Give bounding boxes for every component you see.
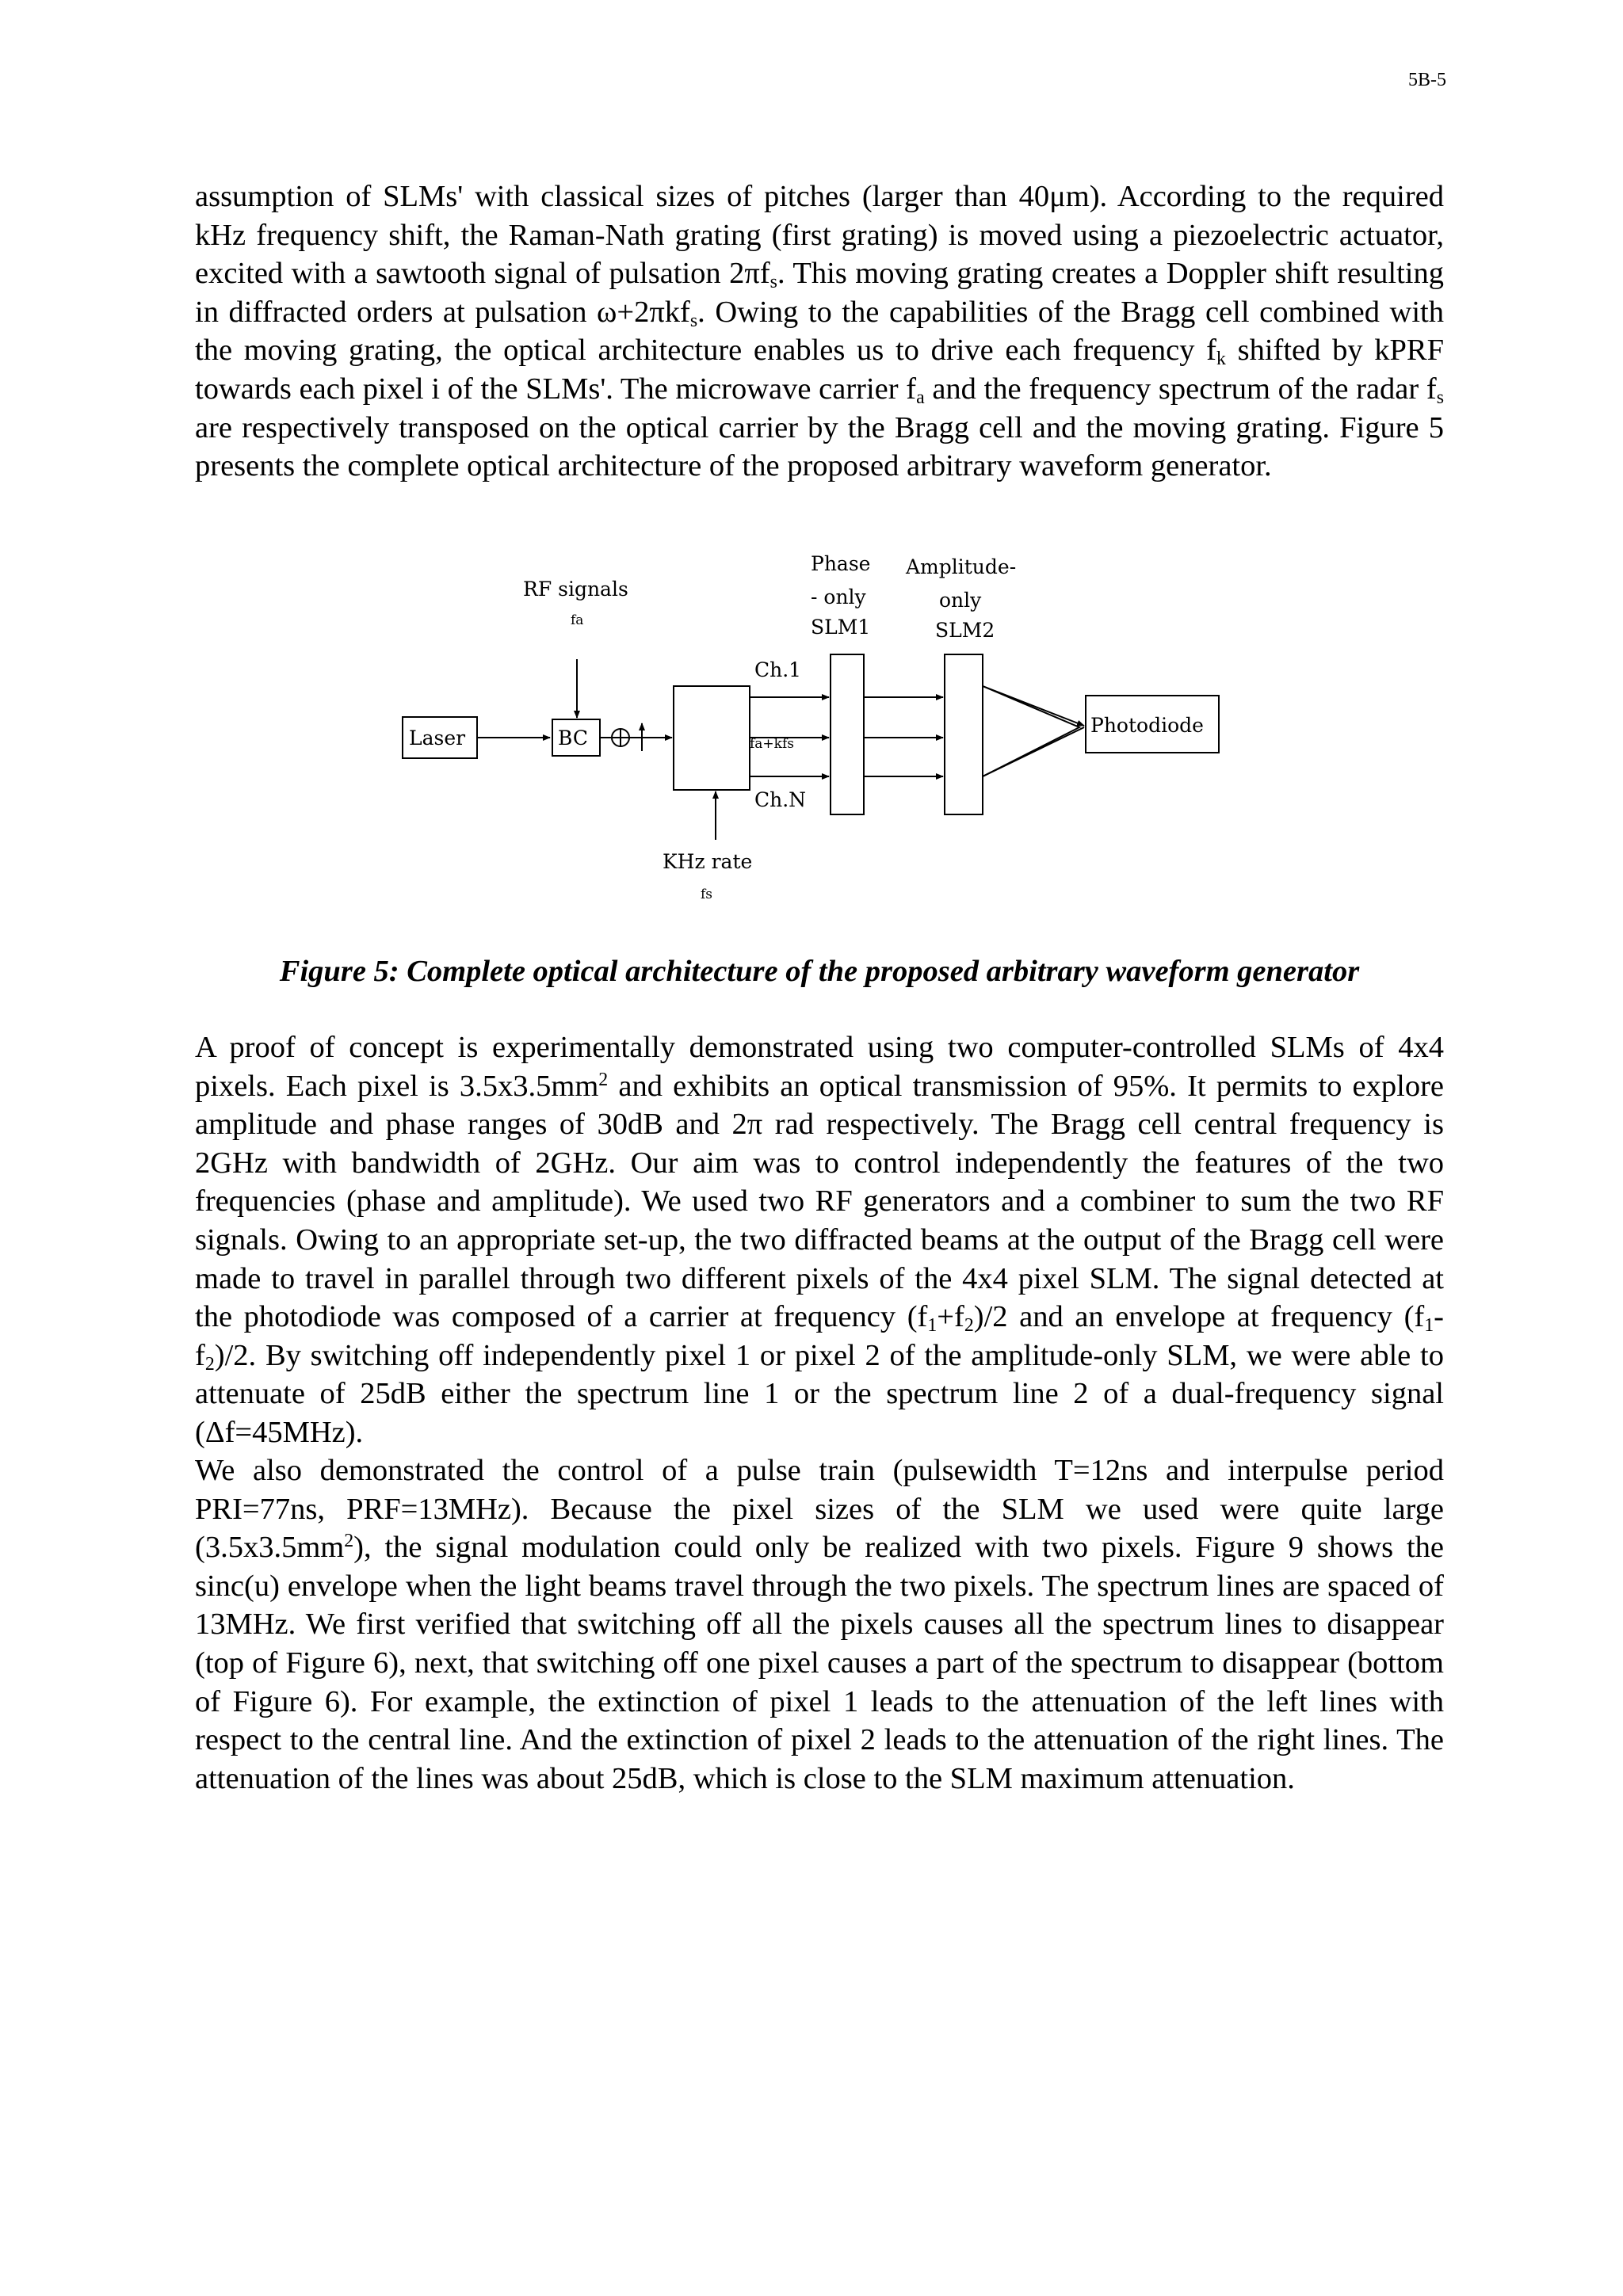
photodiode-label: Photodiode — [1090, 714, 1204, 737]
laser-label: Laser — [409, 727, 466, 749]
channel-1-label: Ch.1 — [754, 658, 802, 681]
slm1-box — [831, 654, 864, 814]
paragraph-proof-of-concept: A proof of concept is experimentally demonstrated using two computer-controlled SLMs of 4x4 pixels. Each pixel is $3.5x3.5mm^2$ and exhibits an optical transmission of 95%. It permits to explore amplitude and phase ranges of 30dB and 2π rad respectively. The Bragg cell central frequency is 2GHz with bandwidth of 2GHz. Our aim was to control independently the features of the two frequencies (phase and amplitude). We used two RF generators and a combiner to sum the two RF signals. Owing to an appropriate set-up, the two diffracted beams at the output of the Bragg cell were made to travel in parallel through two different pixels of the 4x4 pixel SLM. The signal detected at the photodiode was composed of a carrier at frequency $(f_1+f_2)/2$ and an envelope at frequency $(f_1-f_2)/2$. By switching off independently pixel 1 or pixel 2 of the amplitude-only SLM, we were able to attenuate of 25dB either the spectrum line 1 or the spectrum line 2 of a dual-frequency signal (Δf=45MHz). — [195, 1031, 1444, 1449]
khz-rate-sub: fs — [701, 887, 713, 902]
moving-grating-box — [674, 686, 750, 790]
rf-signals-sub: fa — [571, 612, 584, 628]
paragraph-pulse-train: We also demonstrated the control of a pulse train (pulsewidth T=12ns and interpulse period PRI=77ns, PRF=13MHz). Because the pixel sizes of the SLM we used were quite large $(3.5x3.5mm^2)$, the signal modulation could only be realized with two pixels. Figure 9 shows the sinc(u) envelope when the light beams travel through the two pixels. The spectrum lines are spaced of 13MHz. We first verified that switching off all the pixels causes all the spectrum lines to disappear (top of Figure 6), next, that switching off one pixel causes a part of the spectrum to disappear (bottom of Figure 6). For example, the extinction of pixel 1 leads to the attenuation of the left lines with respect to the central line. And the extinction of pixel 2 leads to the attenuation of the right lines. The attenuation of the lines was about 25dB, which is close to the SLM maximum attenuation. — [195, 1454, 1444, 1795]
focus-lower-ray — [983, 727, 1084, 776]
channel-n-label: Ch.N — [754, 788, 807, 811]
frequency-label: fa+kfs — [750, 736, 794, 752]
bc-label: BC — [558, 727, 588, 749]
rf-signals-label: RF signals — [523, 578, 628, 601]
page-number: 5B-5 — [1408, 70, 1446, 90]
figure-caption: Figure 5: Complete optical architecture of the proposed arbitrary waveform generator — [279, 955, 1360, 988]
amp-slm-label-3: SLM2 — [935, 619, 995, 642]
focus-upper-ray — [983, 686, 1084, 726]
focusing-lens — [983, 686, 1079, 776]
khz-rate-label: KHz rate — [663, 850, 753, 873]
phase-slm-label-3: SLM1 — [811, 616, 871, 639]
amp-slm-label-2: only — [939, 589, 982, 612]
phase-slm-label-1: Phase — [811, 552, 871, 575]
amp-slm-label-1: Amplitude- — [906, 555, 1017, 578]
paragraph-architecture: assumption of SLMs' with classical sizes of pitches (larger than 40μm). According to the required kHz frequency shift, the Raman-Nath grating (first grating) is moved using a piezoelectric actuator, excited with a sawtooth signal of pulsation $2\pi f_s$. This moving grating creates a Doppler shift resulting in diffracted orders at pulsation ω+2πkf$_s$. Owing to the capabilities of the Bragg cell combined with the moving grating, the optical architecture enables us to drive each frequency $f_k$ shifted by kPRF towards each pixel i of the SLMs'. The microwave carrier $f_a$ and the frequency spectrum of the radar $f_s$ are respectively transposed on the optical carrier by the Bragg cell and the moving grating. Figure 5 presents the complete optical architecture of the proposed arbitrary waveform generator. — [195, 180, 1445, 483]
phase-slm-label-2: - only — [811, 585, 866, 608]
slm2-box — [945, 654, 983, 814]
